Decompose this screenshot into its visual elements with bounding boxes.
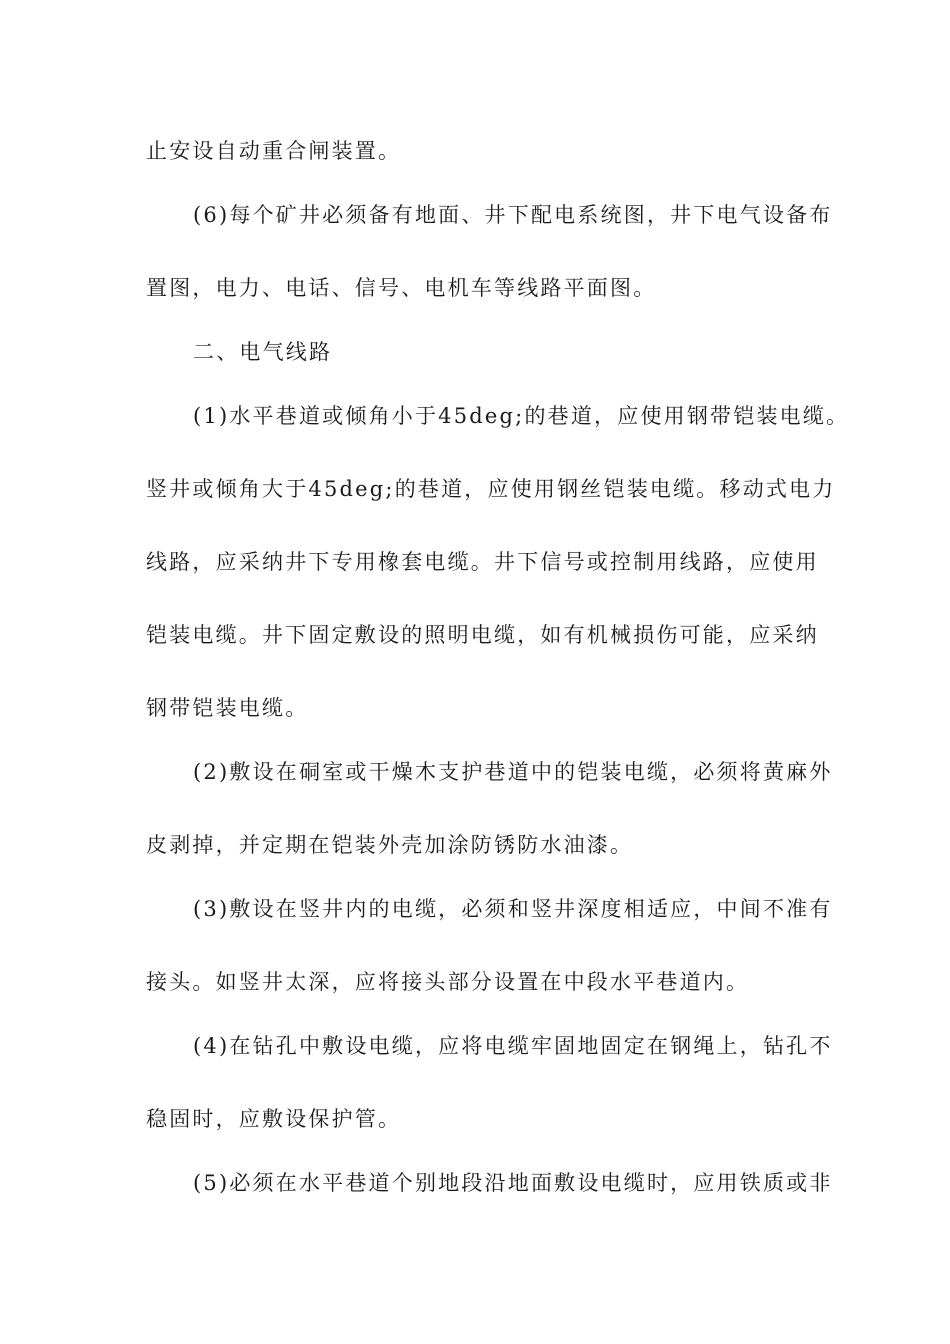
- paragraph-3-line-1: (3)敷设在竖井内的电缆，必须和竖井深度相适应，中间不准有: [193, 897, 833, 921]
- paragraph-4-line-2: 稳固时，应敷设保护管。: [146, 1107, 402, 1131]
- section-heading: 二、电气线路: [193, 340, 333, 364]
- paragraph-2-line-1: (2)敷设在硐室或干燥木支护巷道中的铠装电缆，必须将黄麻外: [193, 760, 833, 784]
- paragraph-2-line-2: 皮剥掉，并定期在铠装外壳加涂防锈防水油漆。: [146, 833, 634, 857]
- paragraph-6-line-1: (6)每个矿井必须备有地面、井下配电系统图，井下电气设备布: [193, 203, 833, 227]
- paragraph-1-line-3: 线路，应采纳井下专用橡套电缆。井下信号或控制用线路，应使用: [146, 550, 819, 574]
- paragraph-1-line-4: 铠装电缆。井下固定敷设的照明电缆，如有机械损伤可能，应采纳: [146, 623, 819, 647]
- paragraph-3-line-2: 接头。如竖井太深，应将接头部分设置在中段水平巷道内。: [146, 970, 750, 994]
- paragraph-1-line-5: 钢带铠装电缆。: [146, 696, 309, 720]
- paragraph-5-line-1: (5)必须在水平巷道个别地段沿地面敷设电缆时，应用铁质或非: [193, 1171, 833, 1195]
- text-line-1: 止安设自动重合闸装置。: [146, 139, 402, 163]
- paragraph-1-line-2: 竖井或倾角大于45deg;的巷道，应使用钢丝铠装电缆。移动式电力: [146, 477, 836, 501]
- paragraph-6-line-2: 置图，电力、电话、信号、电机车等线路平面图。: [146, 276, 657, 300]
- paragraph-4-line-1: (4)在钻孔中敷设电缆，应将电缆牢固地固定在钢绳上，钻孔不: [193, 1034, 833, 1058]
- paragraph-1-line-1: (1)水平巷道或倾角小于45deg;的巷道，应使用钢带铠装电缆。: [193, 404, 850, 428]
